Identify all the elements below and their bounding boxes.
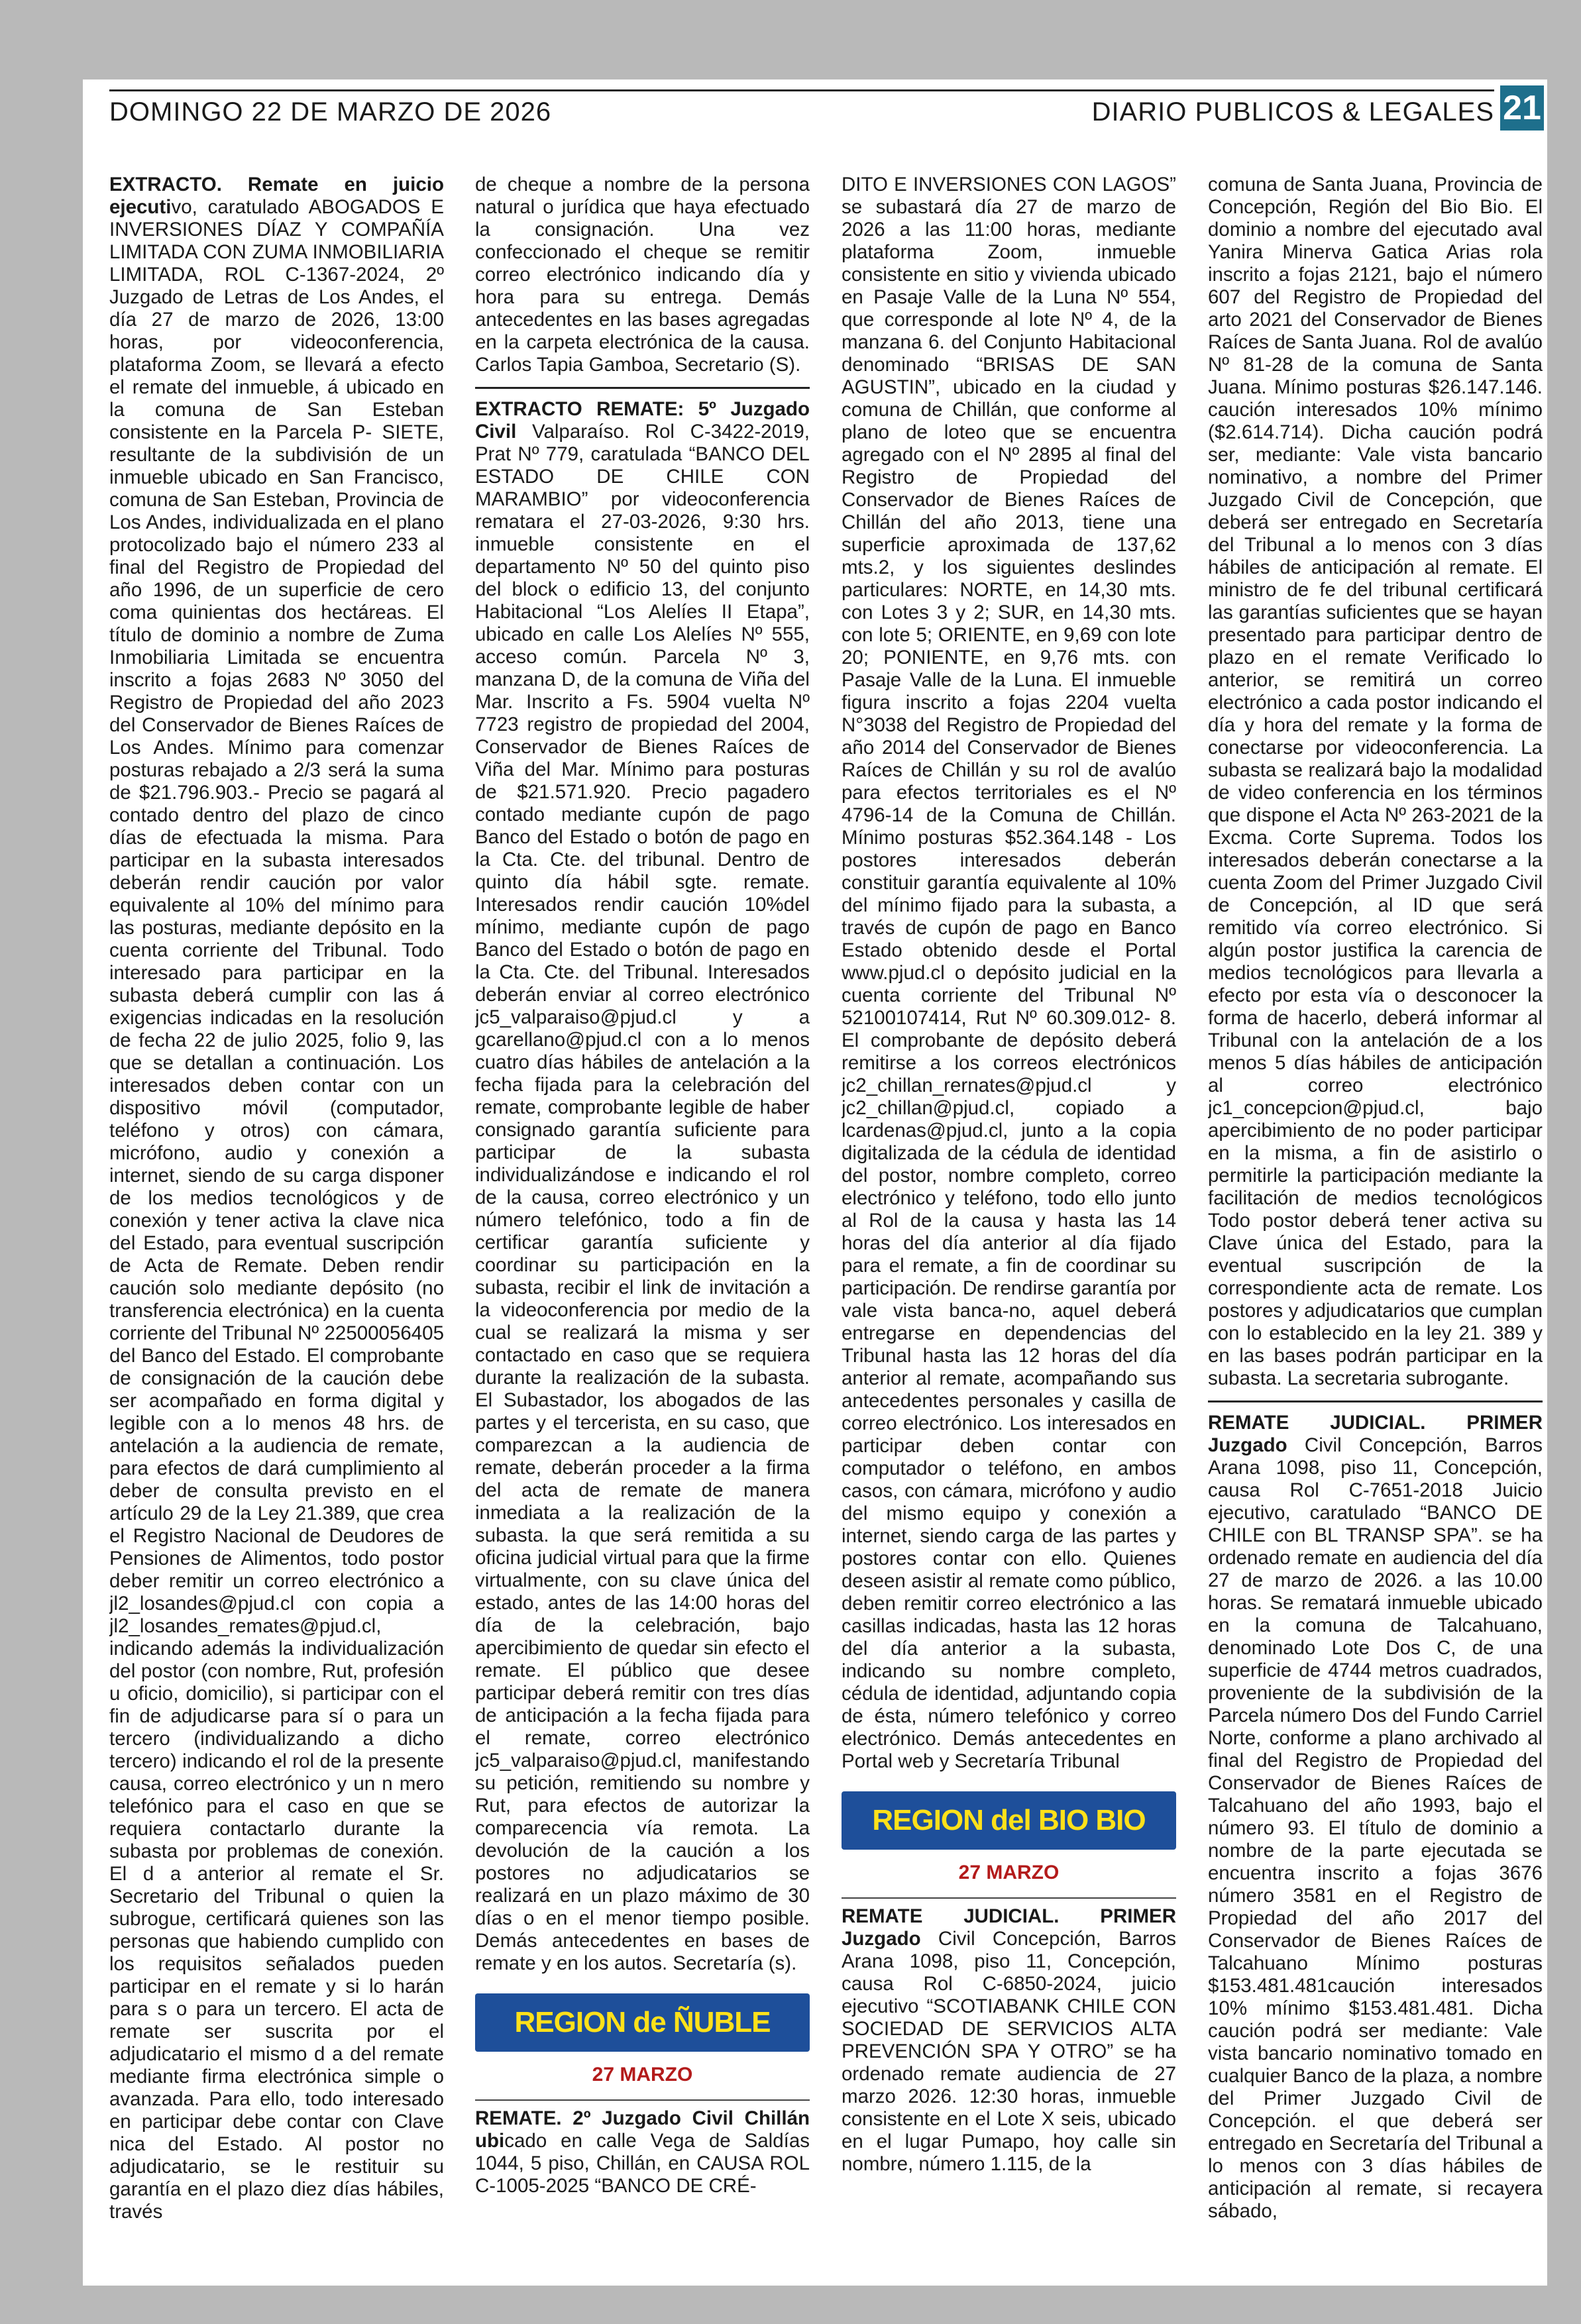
- page-header: [109, 83, 1544, 136]
- notice-remate-chillan: [475, 2107, 810, 2197]
- divider: [475, 387, 810, 389]
- section-date: 27 MARZO: [958, 1862, 1060, 1883]
- header-rule: [109, 89, 1494, 91]
- divider: [1208, 1400, 1543, 1402]
- notice-continuation: de cheque a nombre de la persona natural o jurídica que haya efectuado la consignación. Una vez confeccionado el cheque se remitir correo electrónico indicando día y hora para su entrega. Demás antecedentes en las bases agregadas en la carpeta electrónica de la causa. Carlos Tapia Gamboa, Secretario (S).: [475, 174, 810, 376]
- notice-lead: EXTRACTO. Remate en juicio ejecuti: [109, 174, 444, 218]
- notice-body: vo, caratulado ABOGADOS E INVERSIONES DÍAZ Y COMPAÑÍA LIMITADA CON ZUMA INMOBILIARIA LIMITADA, ROL C-1367-2024, 2º Juzgado de Letras de Los Andes, el día 27 de marzo de 2026, 13:00 horas, por videoconferencia, plataforma Zoom, se llevará a efecto el remate del inmueble, á ubicado en la comuna de San Esteban consistente en la Parcela P- SIETE, resultante de la subdivisión de un inmueble ubicado en San Francisco, comuna de San Esteban, Provincia de Los Andes, individualizada en el plano protocolizado bajo el número 233 al final del Registro de Propiedad del año 1996, de un superficie de cero coma quinientas dos hectáreas. El título de dominio a nombre de Zuma Inmobiliaria Limitada se encuentra inscrito a fojas 2683 Nº 3050 del Registro de Propiedad del año 2023 del Conservador de Bienes Raíces de Los Andes. Mínimo para comenzar posturas rebajado a 2/3 será la suma de $21.796.903.- Precio se pagará al contado dentro del plazo de cinco días de efectuada la misma. Para participar en la subasta interesados deberán rendir caución por valor equivalente al 10% del mínimo para las posturas, mediante depósito en la cuenta corriente del Tribunal. Todo interesado para participar en la subasta deberá cumplir con las á exigencias indicadas en la resolución de fecha 22 de julio 2025, folio 9, las que se detallan a continuación. Los interesados deben contar con un dispositivo móvil (computador, teléfono y otros) con cámara, micrófono, audio y conexión a internet, siendo de su carga disponer de los medios tecnológicos y de conexión y tener activa la clave nica del Estado, para eventual suscripción de Acta de Remate. Deben rendir caución solo mediante depósito (no transferencia electrónica) en la cuenta corriente del Tribunal Nº 22500056405 del Banco del Estado. El comprobante de consignación de la caución debe ser acompañado en forma digital y legible con a lo menos 48 hrs. de antelación a la audiencia de remate, para efectos de dará cumplimiento al deber de consulta previsto en el artículo 29 de la Ley 21.389, que crea el Registro Nacional de Deudores de Pensiones de Alimentos, todo postor deber remitir un correo electrónico a jl2_losandes@pjud.cl con copia a jl2_losandes_remates@pjud.cl, indicando además la individualización del postor (con nombre, Rut, profesión u oficio, domicilio), si participar con el fin de adjudicarse para sí o para un tercero (individualizando a dicho tercero) indicando el rol de la presente causa, correo electrónico y un n mero telefónico para el caso en que se requiera contactarlo durante la subasta por problemas de conexión. El d a anterior al remate el Sr. Secretario del Tribunal o quien la subrogue, certificará quienes son las personas que habiendo cumplido con los requisitos señalados pueden participar en el remate y si lo harán para s o para un tercero. El acta de remate ser suscrita por el adjudicatario el mismo d a del remate mediante firma electrónica simple o avanzada. Para ello, todo interesado en participar debe contar con Clave nica del Estado. Al postor no adjudicatario, se le restituir su garantía en el plazo diez días hábiles, través: [109, 196, 444, 2223]
- notice-remate-concepcion-1: [842, 1905, 1176, 2176]
- section-date: 27 MARZO: [592, 2064, 693, 2086]
- header-date: DOMINGO 22 DE MARZO DE 2026: [109, 97, 552, 127]
- notice-continuation: DITO E INVERSIONES CON LAGOS” se subastará día 27 de marzo de 2026 a las 11:00 horas, mediante plataforma Zoom, inmueble consistente en sitio y vivienda ubicado en Pasaje Valle de la Luna Nº 554, que corresponde al lote Nº 4, de la manzana 6. del Conjunto Habitacional denominado “BRISAS DE SAN AGUSTIN”, ubicado en la ciudad y comuna de Chillán, que conforme al plano de loteo que se encuentra agregado con el Nº 2895 al final del Registro de Propiedad del Conservador de Bienes Raíces de Chillán del año 2013, tiene una superficie aproximada de 137,62 mts.2, y los siguientes deslindes particulares: NORTE, en 14,30 mts. con Lotes 3 y 2; SUR, en 14,30 mts. con lote 5; ORIENTE, en 9,69 con lote 20; PONIENTE, en 9,76 mts. con Pasaje Valle de la Luna. El inmueble figura inscrito a fojas 2204 vuelta N°3038 del Registro de Propiedad del año 2014 del Conservador de Bienes Raíces de Chillán y su rol de avalúo para efectos territoriales es el Nº 4796-14 de la Comuna de Chillán. Mínimo posturas $52.364.148 - Los postores interesados deberán constituir garantía equivalente al 10% del mínimo fijado para la subasta, a través de cupón de pago en Banco Estado obtenido desde el Portal www.pjud.cl o depósito judicial en la cuenta corriente del Tribunal Nº 52100107414, Rut Nº 60.309.012- 8. El comprobante de depósito deberá remitirse a los correos electrónicos jc2_chillan_rernates@pjud.cl y jc2_chillan@pjud.cl, copiado a lcardenas@pjud.cl, junto a la copia digitalizada de la cédula de identidad del postor, nombre completo, correo electrónico y teléfono, todo ello junto al Rol de la causa y hasta las 14 horas del día anterior al día fijado para el remate, a fin de coordinar su participación. De rendirse garantía por vale vista banca-no, aquel deberá entregarse en dependencias del Tribunal hasta las 12 horas del día anterior al remate, acompañando sus antecedentes personales y casilla de correo electrónico. Los interesados en participar deben contar con computador o teléfono, en ambos casos, con cámara, micrófono y audio del mismo equipo y conexión a internet, siendo carga de las partes y postores contar con ello. Quienes deseen asistir al remate como público, deben remitir correo electrónico a las casillas indicadas, hasta las 12 horas del día anterior a la subasta, indicando su nombre completo, cédula de identidad, adjuntando copia de ésta, número telefónico y correo electrónico. Demás antecedentes en Portal web y Secretaría Tribunal: [842, 174, 1176, 1772]
- notice-body: Civil Concepción, Barros Arana 1098, piso 11, Concepción, causa Rol C-7651-2018 Juicio ejecutivo, caratulado “BANCO DE CHILE con BL TRANSP SPA”. se ha ordenado remate en audiencia del día 27 de marzo de 2026. a las 10.00 horas. Se rematará inmueble ubicado en la comuna de Talcahuano, denominado Lote Dos C, de una superficie de 4744 metros cuadrados, proveniente de la subdivisión de la Parcela número Dos del Fundo Carriel Norte, conforme a plano archivado al final del Registro de Propiedad del Conservador de Bienes Raíces de Talcahuano del año 1993, bajo el número 93. El título de dominio a nombre de la parte ejecutada se encuentra inscrito a fojas 3676 número 3581 en el Registro de Propiedad del año 2017 del Conservador de Bienes Raíces de Talcahuano Mínimo posturas $153.481.481caución interesados 10% mínimo $153.481.481. Dicha caución podrá ser mediante: Vale vista bancario nominativo tomado en cualquier Banco de la plaza, a nombre del Primer Juzgado Civil de Concepción. el que deberá ser entregado en Secretaría del Tribunal a lo menos con 3 días hábiles de anticipación al remate, si recayera sábado,: [1208, 1434, 1543, 2222]
- notice-lead: REMATE JUDICIAL. PRIMER Juzgado: [842, 1905, 1176, 1950]
- notice-columns: [109, 174, 1544, 2267]
- column-3: [842, 174, 1176, 2260]
- notice-lead: REMATE JUDICIAL. PRIMER Juzgado: [1208, 1412, 1543, 1456]
- notice-body: cado en calle Vega de Saldías 1044, 5 piso, Chillán, en CAUSA ROL C-1005-2025 “BANCO DE CRÉ-: [475, 2130, 810, 2197]
- notice-extracto-los-andes: [109, 174, 444, 2223]
- column-4: [1208, 174, 1543, 2260]
- column-1: [109, 174, 444, 2260]
- notice-lead: EXTRACTO REMATE: 5º Juzgado Civil: [475, 398, 810, 443]
- notice-extracto-valparaiso: [475, 398, 810, 1975]
- page-number: 21: [1500, 85, 1544, 131]
- notice-body: Civil Concepción, Barros Arana 1098, piso 11, Concepción, causa Rol C-6850-2024, juicio ejecutivo “SCOTIABANK CHILE CON SOCIEDAD DE SERVICIOS ALTA PREVENCIÓN SPA Y OTRO” se ha ordenado remate audiencia de 27 marzo 2026. 12:30 horas, inmueble consistente en el Lote X seis, ubicado en el lugar Pumapo, hoy calle sin nombre, número 1.115, de la: [842, 1928, 1176, 2175]
- region-banner-bio-bio: REGION del BIO BIO: [842, 1791, 1176, 1850]
- region-banner-nuble: REGION de ÑUBLE: [475, 1993, 810, 2052]
- notice-continuation: comuna de Santa Juana, Provincia de Concepción, Región del Bio Bio. El dominio a nombre del ejecutado aval Yanira Minerva Gatica Arias rola inscrito a fojas 2121, bajo el número 607 del Registro de Propiedad del arto 2021 del Conservador de Bienes Raíces de Santa Juana. Rol de avalúo Nº 81-28 de la comuna de Santa Juana. Mínimo posturas $26.147.146. caución interesados 10% mínimo ($2.614.714). Dicha caución podrá ser, mediante: Vale vista bancario nominativo, a nombre del Primer Juzgado Civil de Concepción, que deberá ser entregado en Secretaría del Tribunal a lo menos con 3 días hábiles de anticipación al remate. El ministro de fe del tribunal certificará las garantías suficientes que se hayan presentado para participar dentro de plazo en el remate Verificado lo anterior, se remitirá un correo electrónico a cada postor indicando el día y hora del remate y la forma de conectarse por videoconferencia. La subasta se realizará bajo la modalidad de video conferencia en los términos que dispone el Acta Nº 263-2021 de la Excma. Corte Suprema. Todos los interesados deberán conectarse a la cuenta Zoom del Primer Juzgado Civil de Concepción, al ID que será remitido vía correo electrónico. Si algún postor justifica la carencia de medios tecnológicos para llevarla a efecto por esta vía o desconocer la forma de hacerlo, deberá informar al Tribunal con la antelación de a los menos 5 días hábiles de anticipación al correo electrónico jc1_concepcion@pjud.cl, bajo apercibimiento de no poder participar en la misma, a fin de asistirlo o permitirle la participación mediante la facilitación de medios tecnológicos Todo postor deberá tener activa su Clave única del Estado, para la eventual suscripción de la correspondiente acta de remate. Los postores y adjudicatarios que cumplan con lo establecido en la ley 21. 389 y en las bases podrán participar en la subasta. La secretaria subrogante.: [1208, 174, 1543, 1389]
- notice-remate-concepcion-2: [1208, 1412, 1543, 2223]
- notice-body: Valparaíso. Rol C-3422-2019, Prat Nº 779, caratulada “BANCO DEL ESTADO DE CHILE CON MARAMBIO” por videoconferencia rematara el 27-03-2026, 9:30 hrs. inmueble consistente en el departamento Nº 50 del quinto piso del block o edificio 13, del conjunto Habitacional “Los Alelíes II Etapa”, ubicado en calle Los Alelíes Nº 555, acceso común. Parcela Nº 3, manzana D, de la comuna de Viña del Mar. Inscrito a Fs. 5904 vuelta Nº 7723 registro de propiedad del 2004, Conservador de Bienes Raíces de Viña del Mar. Mínimo para posturas de $21.571.920. Precio pagadero contado mediante cupón de pago Banco del Estado o botón de pago en la Cta. Cte. del tribunal. Dentro de quinto día hábil sgte. remate. Interesados rendir caución 10%del mínimo, mediante cupón de pago Banco del Estado o botón de pago en la Cta. Cte. del Tribunal. Interesados deberán enviar al correo electrónico jc5_valparaiso@pjud.cl y a gcarellano@pjud.cl con a lo menos cuatro días hábiles de antelación a la fecha fijada para la celebración del remate, comprobante legible de haber consignado garantía suficiente para participar de la subasta individualizándose e indicando el rol de la causa, correo electrónico y un número telefónico, todo a fin de certificar garantía suficiente y coordinar su participación en la subasta, recibir el link de invitación a la videoconferencia por medio de la cual se realizará la misma y ser contactado en caso que se requiera durante la realización de la subasta. El Subastador, los abogados de las partes y el tercerista, en su caso, que comparezcan a la audiencia de remate, deberán proceder a la firma del acta de remate de manera inmediata a la realización de la subasta. la que será remitida a su oficina judicial virtual para que la firme virtualmente, con su clave única del estado, antes de las 14:00 horas del día de la celebración, bajo apercibimiento de quedar sin efecto el remate. El público que desee participar deberá remitir con tres días de anticipación a la fecha fijada para el remate, correo electrónico jc5_valparaiso@pjud.cl, manifestando su petición, remitiendo su nombre y Rut, para efectos de autorizar la comparecencia vía remota. La devolución de la caución a los postores no adjudicatarios se realizará en un plazo máximo de 30 días o en el menor tiempo posible. Demás antecedentes en bases de remate y en los autos. Secretaría (s).: [475, 421, 810, 1974]
- column-2: [475, 174, 810, 2260]
- header-paper-name: DIARIO PUBLICOS & LEGALES: [1091, 97, 1494, 127]
- section-rule: [842, 1897, 1176, 1899]
- notice-lead: REMATE. 2º Juzgado Civil Chillán ubi: [475, 2107, 810, 2152]
- section-rule: [475, 2099, 810, 2101]
